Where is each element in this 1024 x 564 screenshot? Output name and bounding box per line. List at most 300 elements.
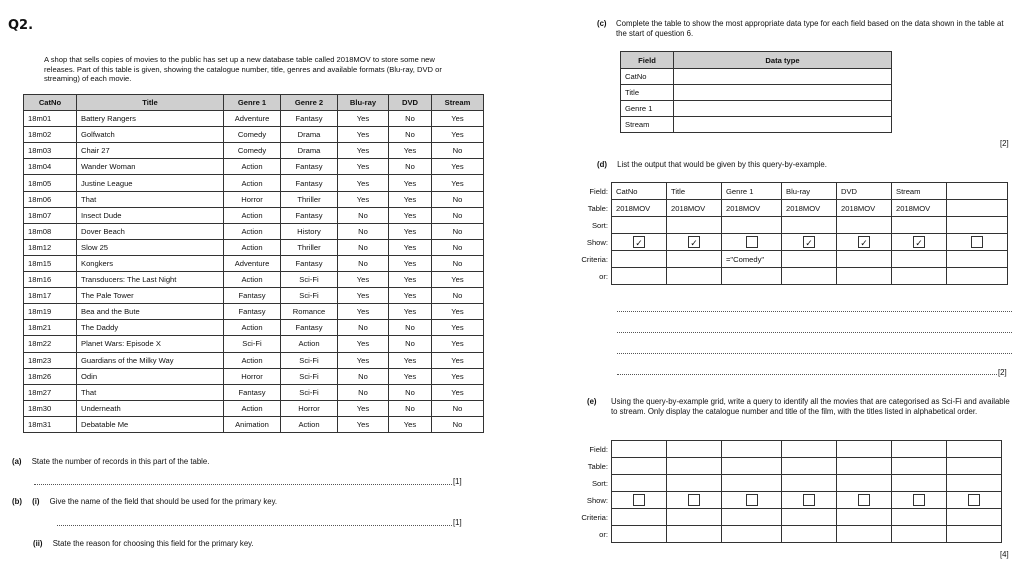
checkbox-empty-icon[interactable] <box>746 236 758 248</box>
table-cell: No <box>389 384 432 400</box>
qbe-cell-field[interactable]: Stream <box>892 183 947 200</box>
qbe-cell-field[interactable]: Genre 1 <box>722 183 782 200</box>
qbe-cell-field[interactable]: Blu-ray <box>782 183 837 200</box>
data-type-answer-cell[interactable] <box>674 117 892 133</box>
checkbox-checked-icon[interactable]: ✓ <box>913 236 925 248</box>
table-cell: That <box>77 191 224 207</box>
table-cell: Fantasy <box>224 304 281 320</box>
table-row <box>24 368 484 384</box>
table-cell: 18m23 <box>24 352 77 368</box>
table-cell: That <box>77 384 224 400</box>
table-cell: Yes <box>432 159 484 175</box>
table-cell: 18m21 <box>24 320 77 336</box>
table-cell: Action <box>224 400 281 416</box>
table-cell: Yes <box>432 320 484 336</box>
qbe-cell-criteria[interactable] <box>722 509 782 526</box>
part-c <box>597 19 1015 38</box>
table-cell: Action <box>281 336 338 352</box>
qbe-row-sort <box>572 475 1002 492</box>
column-header: Title <box>77 95 224 111</box>
table-cell: Animation <box>224 416 281 432</box>
qbe-show-cell[interactable] <box>837 492 892 509</box>
qbe-cell-table[interactable] <box>947 458 1002 475</box>
answer-line-a[interactable] <box>34 484 452 485</box>
qbe-cell-criteria[interactable] <box>947 251 1008 268</box>
movies-table <box>23 94 484 433</box>
qbe-show-cell[interactable] <box>947 492 1002 509</box>
part-b-i-label: (i) <box>32 497 40 506</box>
table-cell: Fantasy <box>281 255 338 271</box>
table-cell: Yes <box>389 255 432 271</box>
marks-d: [2] <box>998 368 1007 377</box>
qbe-row-label: Show: <box>586 495 608 505</box>
qbe-show-cell[interactable] <box>892 492 947 509</box>
answer-line-b-i[interactable] <box>57 525 452 526</box>
table-cell: 18m04 <box>24 159 77 175</box>
data-type-row <box>621 85 892 101</box>
qbe-row-label: Table: <box>587 461 608 471</box>
data-type-row <box>621 101 892 117</box>
qbe-cell-field[interactable]: Title <box>667 183 722 200</box>
table-row <box>24 191 484 207</box>
table-cell: No <box>338 255 389 271</box>
table-cell: Fantasy <box>224 384 281 400</box>
table-cell: No <box>338 239 389 255</box>
field-name: Genre 1 <box>621 101 674 117</box>
table-row <box>24 239 484 255</box>
qbe-cell-criteria[interactable] <box>782 509 837 526</box>
qbe-cell-or[interactable] <box>837 268 892 285</box>
qbe-cell-field[interactable] <box>947 441 1002 458</box>
qbe-cell-table[interactable] <box>667 458 722 475</box>
table-row <box>24 175 484 191</box>
table-cell: Fantasy <box>281 207 338 223</box>
checkbox-empty-icon[interactable] <box>746 494 758 506</box>
part-d <box>597 160 827 169</box>
qbe-cell-or[interactable] <box>947 526 1002 543</box>
table-cell: Wander Woman <box>77 159 224 175</box>
answer-line-d-3[interactable] <box>617 353 1012 354</box>
qbe-row-label: Show: <box>586 237 608 247</box>
qbe-cell-or[interactable] <box>947 268 1008 285</box>
table-cell: Action <box>224 320 281 336</box>
field-name: Title <box>621 85 674 101</box>
table-cell: 18m01 <box>24 111 77 127</box>
table-cell: Justine League <box>77 175 224 191</box>
table-cell: 18m27 <box>24 384 77 400</box>
table-cell: Yes <box>338 416 389 432</box>
qbe-cell-field[interactable] <box>667 441 722 458</box>
part-d-label: (d) <box>597 160 607 169</box>
table-cell: Sci-Fi <box>281 272 338 288</box>
field-header: Field <box>621 52 674 69</box>
checkbox-checked-icon[interactable]: ✓ <box>858 236 870 248</box>
table-cell: No <box>432 207 484 223</box>
table-cell: Horror <box>224 368 281 384</box>
qbe-cell-table[interactable]: 2018MOV <box>892 200 947 217</box>
table-cell: Yes <box>389 272 432 288</box>
qbe-cell-table[interactable] <box>782 458 837 475</box>
qbe-cell-field[interactable] <box>612 441 667 458</box>
table-cell: Yes <box>432 384 484 400</box>
table-row <box>24 336 484 352</box>
table-cell: No <box>432 223 484 239</box>
table-cell: Yes <box>389 207 432 223</box>
table-cell: Yes <box>389 143 432 159</box>
qbe-row-field <box>572 441 1002 458</box>
table-row <box>24 416 484 432</box>
table-cell: The Daddy <box>77 320 224 336</box>
table-cell: Guardians of the Milky Way <box>77 352 224 368</box>
qbe-cell-table[interactable] <box>612 458 667 475</box>
qbe-cell-criteria[interactable] <box>667 251 722 268</box>
qbe-row-label: or: <box>599 271 608 281</box>
checkbox-empty-icon[interactable] <box>688 494 700 506</box>
qbe-show-cell[interactable] <box>612 492 667 509</box>
table-cell: Yes <box>338 304 389 320</box>
table-row <box>24 143 484 159</box>
answer-line-d-4[interactable] <box>617 374 997 375</box>
qbe-cell-or[interactable] <box>612 526 667 543</box>
table-cell: Yes <box>338 336 389 352</box>
intro-text: A shop that sells copies of movies to the public has set up a new database table called 2018MOV to store some new releases. Part of this table is given, showing the catalogue number, title, genres and available formats (Blu-ray, DVD or streaming) of each movie. <box>44 55 442 84</box>
qbe-show-cell[interactable] <box>837 234 892 251</box>
table-cell: Yes <box>432 304 484 320</box>
part-b-ii <box>33 539 254 548</box>
qbe-row-label: Field: <box>589 186 608 196</box>
table-cell: Dover Beach <box>77 223 224 239</box>
column-header: Genre 1 <box>224 95 281 111</box>
table-cell: Yes <box>338 143 389 159</box>
qbe-cell-criteria[interactable] <box>892 251 947 268</box>
qbe-row-sort <box>572 217 1008 234</box>
table-row <box>24 288 484 304</box>
qbe-cell-field[interactable] <box>947 183 1008 200</box>
table-cell: Thriller <box>281 191 338 207</box>
table-cell: History <box>281 223 338 239</box>
table-row <box>24 111 484 127</box>
table-cell: Fantasy <box>281 111 338 127</box>
table-cell: No <box>432 255 484 271</box>
qbe-show-cell[interactable] <box>947 234 1008 251</box>
table-cell: The Pale Tower <box>77 288 224 304</box>
qbe-cell-table[interactable] <box>837 458 892 475</box>
table-cell: Yes <box>389 416 432 432</box>
qbe-cell-sort[interactable] <box>892 475 947 492</box>
table-cell: Sci-Fi <box>281 352 338 368</box>
table-cell: Action <box>224 207 281 223</box>
table-cell: Yes <box>338 159 389 175</box>
table-cell: No <box>432 416 484 432</box>
qbe-show-cell[interactable] <box>892 234 947 251</box>
table-row <box>24 400 484 416</box>
part-c-label: (c) <box>597 19 607 28</box>
qbe-show-cell[interactable] <box>722 492 782 509</box>
marks-b-i: [1] <box>453 518 462 527</box>
qbe-row-label: Sort: <box>591 478 608 488</box>
table-cell: No <box>389 159 432 175</box>
table-cell: Yes <box>389 191 432 207</box>
table-cell: Adventure <box>224 255 281 271</box>
table-cell: Comedy <box>224 127 281 143</box>
table-cell: Adventure <box>224 111 281 127</box>
qbe-cell-table[interactable]: 2018MOV <box>722 200 782 217</box>
checkbox-empty-icon[interactable] <box>858 494 870 506</box>
qbe-cell-sort[interactable] <box>667 217 722 234</box>
table-cell: Yes <box>432 272 484 288</box>
qbe-cell-sort[interactable] <box>612 217 667 234</box>
table-cell: Yes <box>338 352 389 368</box>
qbe-cell-table[interactable]: 2018MOV <box>612 200 667 217</box>
part-c-text: Complete the table to show the most appropriate data type for each field based on the data shown in the table at the start of question 6. <box>616 19 1004 38</box>
table-cell: Underneath <box>77 400 224 416</box>
part-b-ii-label: (ii) <box>33 539 43 548</box>
table-cell: Yes <box>432 352 484 368</box>
marks-a: [1] <box>453 477 462 486</box>
table-cell: 18m03 <box>24 143 77 159</box>
table-row <box>24 272 484 288</box>
qbe-cell-or[interactable] <box>837 526 892 543</box>
qbe-row-criteria <box>572 509 1002 526</box>
checkbox-checked-icon[interactable]: ✓ <box>633 236 645 248</box>
table-cell: Insect Dude <box>77 207 224 223</box>
qbe-cell-or[interactable] <box>722 268 782 285</box>
table-cell: No <box>389 320 432 336</box>
column-header: DVD <box>389 95 432 111</box>
table-cell: Action <box>224 159 281 175</box>
qbe-cell-or[interactable] <box>612 268 667 285</box>
table-row <box>24 223 484 239</box>
table-cell: Yes <box>389 223 432 239</box>
qbe-show-cell[interactable] <box>782 492 837 509</box>
qbe-cell-or[interactable] <box>782 268 837 285</box>
qbe-cell-sort[interactable] <box>892 217 947 234</box>
table-cell: Kongkers <box>77 255 224 271</box>
data-type-answer-cell[interactable] <box>674 101 892 117</box>
data-type-answer-cell[interactable] <box>674 85 892 101</box>
table-cell: Yes <box>338 127 389 143</box>
table-cell: Drama <box>281 143 338 159</box>
table-cell: No <box>338 223 389 239</box>
qbe-cell-or[interactable] <box>892 526 947 543</box>
checkbox-empty-icon[interactable] <box>968 494 980 506</box>
part-b-i <box>12 497 277 506</box>
table-cell: Action <box>224 239 281 255</box>
qbe-row-field <box>572 183 1008 200</box>
table-cell: Yes <box>389 304 432 320</box>
qbe-show-cell[interactable] <box>782 234 837 251</box>
qbe-cell-field[interactable] <box>837 441 892 458</box>
table-row <box>24 127 484 143</box>
qbe-show-cell[interactable] <box>722 234 782 251</box>
qbe-cell-table[interactable]: 2018MOV <box>837 200 892 217</box>
qbe-cell-criteria[interactable] <box>612 251 667 268</box>
table-cell: No <box>338 384 389 400</box>
qbe-cell-sort[interactable] <box>782 475 837 492</box>
table-cell: 18m17 <box>24 288 77 304</box>
qbe-show-cell[interactable] <box>612 234 667 251</box>
table-cell: Sci-Fi <box>281 368 338 384</box>
qbe-row-label: Field: <box>589 444 608 454</box>
table-row <box>24 304 484 320</box>
table-cell: Yes <box>389 288 432 304</box>
answer-line-d-1[interactable] <box>617 311 1012 312</box>
qbe-cell-sort[interactable] <box>947 475 1002 492</box>
table-cell: No <box>389 111 432 127</box>
qbe-cell-criteria[interactable] <box>947 509 1002 526</box>
table-cell: 18m22 <box>24 336 77 352</box>
checkbox-checked-icon[interactable]: ✓ <box>688 236 700 248</box>
table-cell: 18m05 <box>24 175 77 191</box>
qbe-row-or <box>572 268 1008 285</box>
qbe-cell-or[interactable] <box>722 526 782 543</box>
table-cell: Sci-Fi <box>224 336 281 352</box>
table-cell: Yes <box>389 239 432 255</box>
table-cell: Fantasy <box>281 320 338 336</box>
part-b-label: (b) <box>12 497 22 506</box>
qbe-cell-criteria[interactable] <box>667 509 722 526</box>
qbe-row-criteria <box>572 251 1008 268</box>
qbe-row-or <box>572 526 1002 543</box>
table-cell: Yes <box>432 336 484 352</box>
table-cell: Slow 25 <box>77 239 224 255</box>
table-cell: No <box>432 239 484 255</box>
table-cell: Fantasy <box>281 175 338 191</box>
qbe-cell-table[interactable]: 2018MOV <box>667 200 722 217</box>
table-cell: Yes <box>432 111 484 127</box>
part-d-text: List the output that would be given by this query-by-example. <box>617 160 827 169</box>
table-cell: Fantasy <box>281 159 338 175</box>
table-cell: No <box>389 336 432 352</box>
table-header-row <box>24 95 484 111</box>
qbe-cell-or[interactable] <box>667 526 722 543</box>
part-b-i-text: Give the name of the field that should be used for the primary key. <box>49 497 278 506</box>
table-cell: Battery Rangers <box>77 111 224 127</box>
table-cell: Transducers: The Last Night <box>77 272 224 288</box>
table-row <box>24 207 484 223</box>
qbe-cell-criteria[interactable] <box>782 251 837 268</box>
table-cell: Horror <box>281 400 338 416</box>
table-cell: Yes <box>338 288 389 304</box>
qbe-grid-d <box>572 182 1008 285</box>
table-cell: Horror <box>224 191 281 207</box>
data-type-row <box>621 117 892 133</box>
table-cell: 18m26 <box>24 368 77 384</box>
qbe-cell-sort[interactable] <box>612 475 667 492</box>
table-cell: 18m31 <box>24 416 77 432</box>
table-cell: Sci-Fi <box>281 384 338 400</box>
part-a <box>12 457 209 466</box>
table-cell: 18m07 <box>24 207 77 223</box>
qbe-cell-criteria[interactable] <box>837 509 892 526</box>
table-cell: No <box>389 400 432 416</box>
qbe-cell-table[interactable] <box>947 200 1008 217</box>
table-cell: Yes <box>432 127 484 143</box>
table-row <box>24 352 484 368</box>
qbe-cell-table[interactable]: 2018MOV <box>782 200 837 217</box>
qbe-cell-criteria[interactable] <box>837 251 892 268</box>
qbe-cell-or[interactable] <box>782 526 837 543</box>
qbe-cell-criteria[interactable]: ="Comedy" <box>722 251 782 268</box>
checkbox-empty-icon[interactable] <box>971 236 983 248</box>
qbe-cell-or[interactable] <box>892 268 947 285</box>
qbe-row-show <box>572 234 1008 251</box>
data-type-table <box>620 51 892 133</box>
answer-line-d-2[interactable] <box>617 332 1012 333</box>
table-cell: Action <box>224 175 281 191</box>
table-cell: Action <box>281 416 338 432</box>
table-row <box>24 384 484 400</box>
column-header: Genre 2 <box>281 95 338 111</box>
table-cell: No <box>338 207 389 223</box>
table-cell: Chair 27 <box>77 143 224 159</box>
table-cell: Yes <box>432 368 484 384</box>
qbe-cell-table[interactable] <box>722 458 782 475</box>
qbe-cell-field[interactable]: CatNo <box>612 183 667 200</box>
checkbox-checked-icon[interactable]: ✓ <box>803 236 815 248</box>
qbe-row-label: or: <box>599 529 608 539</box>
qbe-cell-sort[interactable] <box>667 475 722 492</box>
table-row <box>24 255 484 271</box>
qbe-cell-sort[interactable] <box>947 217 1008 234</box>
table-cell: Odin <box>77 368 224 384</box>
qbe-cell-sort[interactable] <box>722 475 782 492</box>
table-cell: Debatable Me <box>77 416 224 432</box>
table-cell: Planet Wars: Episode X <box>77 336 224 352</box>
qbe-grid-e <box>572 440 1002 543</box>
table-cell: 18m19 <box>24 304 77 320</box>
table-cell: Action <box>224 352 281 368</box>
qbe-row-label: Sort: <box>591 220 608 230</box>
checkbox-empty-icon[interactable] <box>913 494 925 506</box>
qbe-cell-field[interactable] <box>722 441 782 458</box>
table-cell: 18m15 <box>24 255 77 271</box>
qbe-cell-or[interactable] <box>667 268 722 285</box>
table-cell: Yes <box>389 175 432 191</box>
qbe-row-show <box>572 492 1002 509</box>
table-cell: No <box>338 368 389 384</box>
qbe-cell-criteria[interactable] <box>892 509 947 526</box>
checkbox-empty-icon[interactable] <box>633 494 645 506</box>
data-type-row <box>621 69 892 85</box>
table-cell: Comedy <box>224 143 281 159</box>
qbe-cell-sort[interactable] <box>837 475 892 492</box>
qbe-cell-field[interactable] <box>892 441 947 458</box>
qbe-cell-sort[interactable] <box>722 217 782 234</box>
column-header: Blu-ray <box>338 95 389 111</box>
qbe-cell-sort[interactable] <box>782 217 837 234</box>
table-cell: No <box>432 288 484 304</box>
checkbox-empty-icon[interactable] <box>803 494 815 506</box>
qbe-cell-criteria[interactable] <box>612 509 667 526</box>
qbe-cell-sort[interactable] <box>837 217 892 234</box>
qbe-cell-field[interactable] <box>782 441 837 458</box>
table-cell: 18m16 <box>24 272 77 288</box>
qbe-show-cell[interactable] <box>667 492 722 509</box>
table-cell: Yes <box>338 175 389 191</box>
table-cell: Yes <box>432 175 484 191</box>
data-type-answer-cell[interactable] <box>674 69 892 85</box>
table-cell: Thriller <box>281 239 338 255</box>
qbe-row-label: Table: <box>587 203 608 213</box>
marks-e: [4] <box>1000 550 1009 559</box>
qbe-show-cell[interactable] <box>667 234 722 251</box>
qbe-cell-table[interactable] <box>892 458 947 475</box>
qbe-cell-field[interactable]: DVD <box>837 183 892 200</box>
table-cell: No <box>389 127 432 143</box>
part-b-ii-text: State the reason for choosing this field for the primary key. <box>52 539 254 548</box>
table-cell: 18m06 <box>24 191 77 207</box>
